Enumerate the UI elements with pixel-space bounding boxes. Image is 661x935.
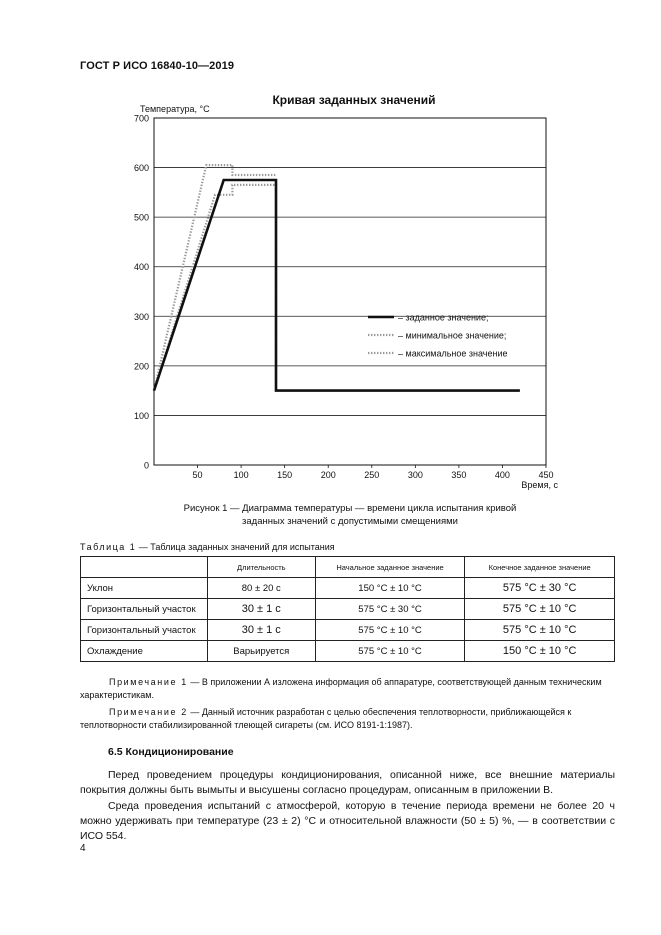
table-title-label: Таблица 1 xyxy=(80,542,137,552)
y-tick-label: 200 xyxy=(133,361,149,372)
table-cell: 30 ± 1 с xyxy=(207,620,315,641)
figure-caption-line-2: заданных значений с допустимыми смещениями xyxy=(242,516,458,527)
x-tick-label: 200 xyxy=(320,470,336,480)
table-cell: 575 °С ± 30 °С xyxy=(315,599,465,620)
table-header-cell xyxy=(81,557,208,578)
setpoint-curve-chart xyxy=(100,94,580,494)
y-tick-label: 600 xyxy=(133,163,149,174)
x-tick-label: 400 xyxy=(494,470,510,480)
document-header: ГОСТ Р ИСО 16840-10—2019 xyxy=(80,60,235,72)
y-axis-label: Температура, °С xyxy=(140,104,210,114)
table-row xyxy=(81,578,615,599)
table-cell: 575 °С ± 10 °С xyxy=(465,599,615,620)
chart-title: Кривая заданных значений xyxy=(272,94,436,107)
figure-caption xyxy=(160,502,540,528)
table-cell: 575 °С ± 10 °С xyxy=(315,641,465,662)
y-tick-label: 0 xyxy=(143,460,149,471)
table-cell: Уклон xyxy=(81,578,208,599)
table-title xyxy=(80,542,335,552)
x-tick-label: 100 xyxy=(233,470,249,480)
figure-caption-line-1: Рисунок 1 — Диаграмма температуры — времени цикла испытания кривой xyxy=(183,503,517,514)
y-tick-label: 300 xyxy=(133,311,149,322)
paragraph-2: Среда проведения испытаний с атмосферой, которую в течение периода времени не более 20 ч можно удерживать при температуре (23 ± 2) °С и относительной влажности (50 ± 5) %, — в соответствии с ИСО 554. xyxy=(80,800,615,842)
legend-label: – заданное значение; xyxy=(398,312,489,323)
page-number: 4 xyxy=(80,843,86,854)
table-cell: 30 ± 1 с xyxy=(207,599,315,620)
table-row xyxy=(81,599,615,620)
note-1 xyxy=(80,676,615,702)
table-cell: Варьируется xyxy=(207,641,315,662)
note-2-text: — Данный источник разработан с целью обеспечения теплотворности, приближающейся к теплотворности стабилизированной тлеющей сигареты (см. ИСО 8191-1:1987). xyxy=(80,707,572,730)
table-header-cell: Конечное заданное значение xyxy=(465,557,615,578)
legend-label: – максимальное значение xyxy=(398,348,508,359)
x-tick-label: 150 xyxy=(277,470,293,480)
paragraph-1: Перед проведением процедуры кондиционирования, описанной ниже, все внешние материалы покрытия должны быть вымыты и высушены согласно процедурам, описанным в приложении В. xyxy=(80,769,615,796)
y-tick-label: 100 xyxy=(133,410,149,421)
table-cell: 150 °С ± 10 °С xyxy=(315,578,465,599)
table-row xyxy=(81,620,615,641)
setpoint-table xyxy=(80,556,615,662)
table-header-cell: Длительность xyxy=(207,557,315,578)
table-header-cell: Начальное заданное значение xyxy=(315,557,465,578)
x-axis-label: Время, с xyxy=(521,480,558,490)
series-line xyxy=(154,185,276,391)
table-title-text: — Таблица заданных значений для испытания xyxy=(136,542,335,552)
note-1-text: — В приложении А изложена информация об аппаратуре, соответствующей данным техническим характеристикам. xyxy=(80,677,602,700)
legend-label: – минимальное значение; xyxy=(398,330,507,341)
x-tick-label: 350 xyxy=(451,470,467,480)
section-heading: 6.5 Кондиционирование xyxy=(108,746,234,758)
series-line xyxy=(154,165,276,391)
y-tick-label: 700 xyxy=(133,113,149,124)
note-2 xyxy=(80,706,615,732)
note-1-label: Примечание 1 xyxy=(109,677,188,687)
table-cell: 150 °С ± 10 °С xyxy=(465,641,615,662)
table-cell: 80 ± 20 с xyxy=(207,578,315,599)
x-tick-label: 300 xyxy=(407,470,423,480)
x-tick-label: 250 xyxy=(364,470,380,480)
plot-frame xyxy=(154,118,546,465)
table-row xyxy=(81,641,615,662)
y-tick-label: 500 xyxy=(133,212,149,223)
table-cell: Охлаждение xyxy=(81,641,208,662)
table-header-row xyxy=(81,557,615,578)
y-tick-label: 400 xyxy=(133,262,149,273)
table-cell: Горизонтальный участок xyxy=(81,599,208,620)
table-cell: 575 °С ± 30 °С xyxy=(465,578,615,599)
table-cell: 575 °С ± 10 °С xyxy=(315,620,465,641)
x-tick-label: 50 xyxy=(192,470,203,480)
note-2-label: Примечание 2 xyxy=(109,707,188,717)
x-tick-label: 450 xyxy=(538,470,554,480)
table-cell: 575 °С ± 10 °С xyxy=(465,620,615,641)
table-cell: Горизонтальный участок xyxy=(81,620,208,641)
